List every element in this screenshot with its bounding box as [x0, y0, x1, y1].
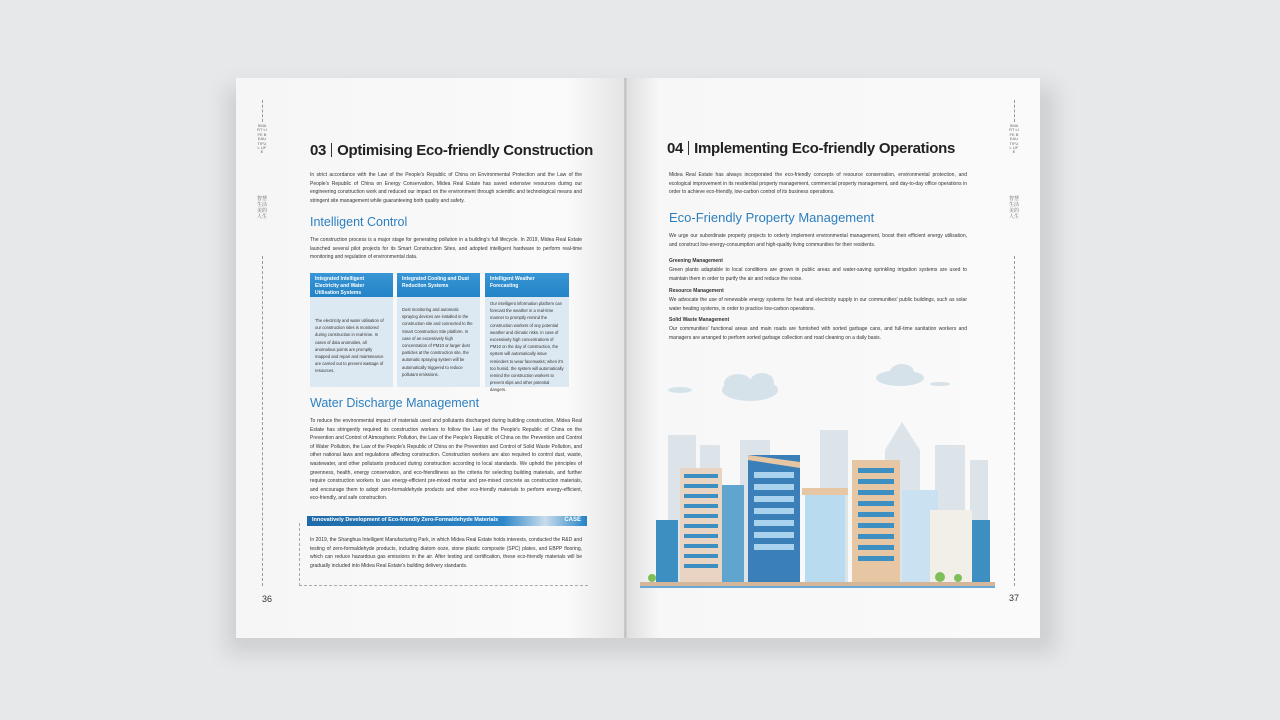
feature-column-text: Our intelligent information platform can forecast the weather in a real-time manner to promptly remind the construction workers of any potential weather and climatic risks. In case of excessively high concentrations of PM10 on the day of construction, the system will automatically issue reminders to wear facemasks; when it's too humid, the system will automatically remind the construction workers to prevent slips and other potential dangers.	[490, 301, 564, 393]
section-04-heading: Implementing Eco-friendly Operations	[694, 140, 956, 157]
feature-column-electricity	[310, 273, 393, 387]
left-side-line-top	[262, 100, 263, 122]
resource-title: Resource Management	[669, 288, 724, 294]
case-title: Innovatively Development of Eco-friendly Zero-Formaldehyde Materials	[312, 517, 499, 523]
right-side-line-top	[1014, 100, 1015, 122]
feature-column-text: The electricity and water utilisation of our construction sites is monitored during construction in real-time. In cases of data anomalies, all anomalous points are promptly mapped and repair and maintenance are carried out to prevent wastage of resources.	[315, 318, 384, 374]
left-side-line-bottom	[262, 256, 263, 586]
section-04-intro: Midea Real Estate has always incorporated the eco-friendly concepts of resource conservation, environmental protection, and ecological improvement in its residential property management, commercial property management, and day-to-day office operations in order to achieve eco-friendly, low-carbon control of its business operations.	[669, 172, 967, 196]
section-03-number: 03	[310, 142, 327, 159]
feature-column-weather	[485, 273, 569, 393]
water-discharge-heading: Water Discharge Management	[310, 396, 480, 410]
feature-column-title: Integrated Intelligent Electricity and Water Utilisation Systems	[310, 273, 393, 297]
section-03-heading: Optimising Eco-friendly Construction	[337, 142, 593, 159]
feature-column-title: Integrated Cooling and Dust Reduction Systems	[397, 273, 480, 297]
right-page-number: 37	[1009, 593, 1020, 603]
section-04-number: 04	[667, 140, 684, 157]
right-side-label-en: SMART LIFE BEAUTIFUL LIFE	[1009, 123, 1019, 155]
right-side-label-zh: 智慧生活美的人生	[1009, 196, 1020, 220]
solid-waste-title: Solid Waste Management	[669, 317, 730, 323]
resource-text: We advocate the use of renewable energy systems for heat and electricity supply in our communities' public buildings, such as solar water heating systems, in order to practice low-carbon operations.	[669, 297, 967, 312]
greening-text: Green plants adaptable to local conditions are grown in public areas and water-saving sprinkling irrigation systems are used to maintain them in order to purify the air and reduce the noise.	[669, 267, 967, 282]
property-management-heading: Eco-Friendly Property Management	[669, 210, 875, 225]
case-banner	[307, 516, 587, 526]
section-03-title	[310, 142, 593, 159]
water-discharge-text: To reduce the environmental impact of materials used and pollutants discharged during building construction, Midea Real Estate has stringently required its construction workers to follow the Law of the People's Republic of China on the Prevention and Control of Atmospheric Pollution, the Law of the People's Republic of China on the Prevention and Control of Water Pollution, the Law of the People's Republic of China on the Prevention and Control of Solid Waste Pollution, and other national laws and regulations affecting construction. Construction workers are also required to control dust, waste, wastewater, and other pollutants produced during construction according to local standards. We uphold the principles of greenness, health, energy conservation, and eco-friendliness as the criteria for selecting building materials, and further require construction workers to use energy-efficient pre-mixed mortar and pre-mixed concrete as construction materials, and encourage them to adopt zero-formaldehyde products and other eco-friendly materials to perform energy-efficient, eco-friendly, and safe construction.	[310, 418, 582, 502]
greening-title: Greening Management	[669, 258, 723, 264]
left-side-label-zh: 智慧生活美的人生	[257, 196, 268, 220]
feature-column-text: Dust monitoring and automatic spraying devices are installed in the construction site and connected to the Smart Construction Site platform. In case of an excessively high concentration of PM10 or larger dust particles at the construction site, the automatic spraying system will be automatically triggered to reduce pollutant emissions.	[402, 307, 473, 377]
feature-column-cooling	[397, 273, 480, 387]
section-04-title	[667, 140, 955, 157]
section-03-intro: In strict accordance with the Law of the People's Republic of China on Environmental Protection and the Law of the People's Republic of China on Energy Conservation, Midea Real Estate has saved extensive resources during our engineering construction work and reduced our impact on the environment through scientific and technological means and stringent site management while guaranteeing both quality and safety.	[310, 172, 582, 204]
left-side-label-en: SMART LIFE BEAUTIFUL LIFE	[257, 123, 267, 155]
intelligent-control-text: The construction process is a major stage for generating pollution in a building's full lifecycle. In 2019, Midea Real Estate launched several pilot projects for its Smart Construction Sites, and adopted intelligent hardware to perform real-time monitoring and regulation of environmental data.	[310, 237, 582, 261]
city-illustration	[640, 360, 1000, 590]
intelligent-control-heading: Intelligent Control	[310, 215, 408, 229]
solid-waste-text: Our communities' functional areas and main roads are furnished with sorted garbage cans, and full-time sanitation workers and managers are arranged to perform sorted garbage collection and road cleaning on a daily basis.	[669, 326, 967, 341]
feature-column-title: Intelligent Weather Forecasting	[485, 273, 569, 297]
book-spine	[624, 78, 627, 638]
left-page-number: 36	[262, 594, 273, 604]
right-side-line-bottom	[1014, 256, 1015, 586]
property-management-text: We urge our subordinate property projects to orderly implement environmental management, boost their efficient energy utilisation, and construct low-energy-consumption and high-quality living communities for their residents.	[669, 233, 967, 248]
case-text: In 2019, the Shanghua Intelligent Manufacturing Park, in which Midea Real Estate holds interests, conducted the R&D and testing of zero-formaldehyde products, including diatom ooze, stone plastic composite (SPC) plates, and EBPP flooring, which can reduce hazardous gas emissions in the air. After testing and certification, these eco-friendly materials will be gradually included into Midea Real Estate's building delivery standards.	[310, 537, 582, 569]
case-tag: CASE	[564, 517, 581, 523]
